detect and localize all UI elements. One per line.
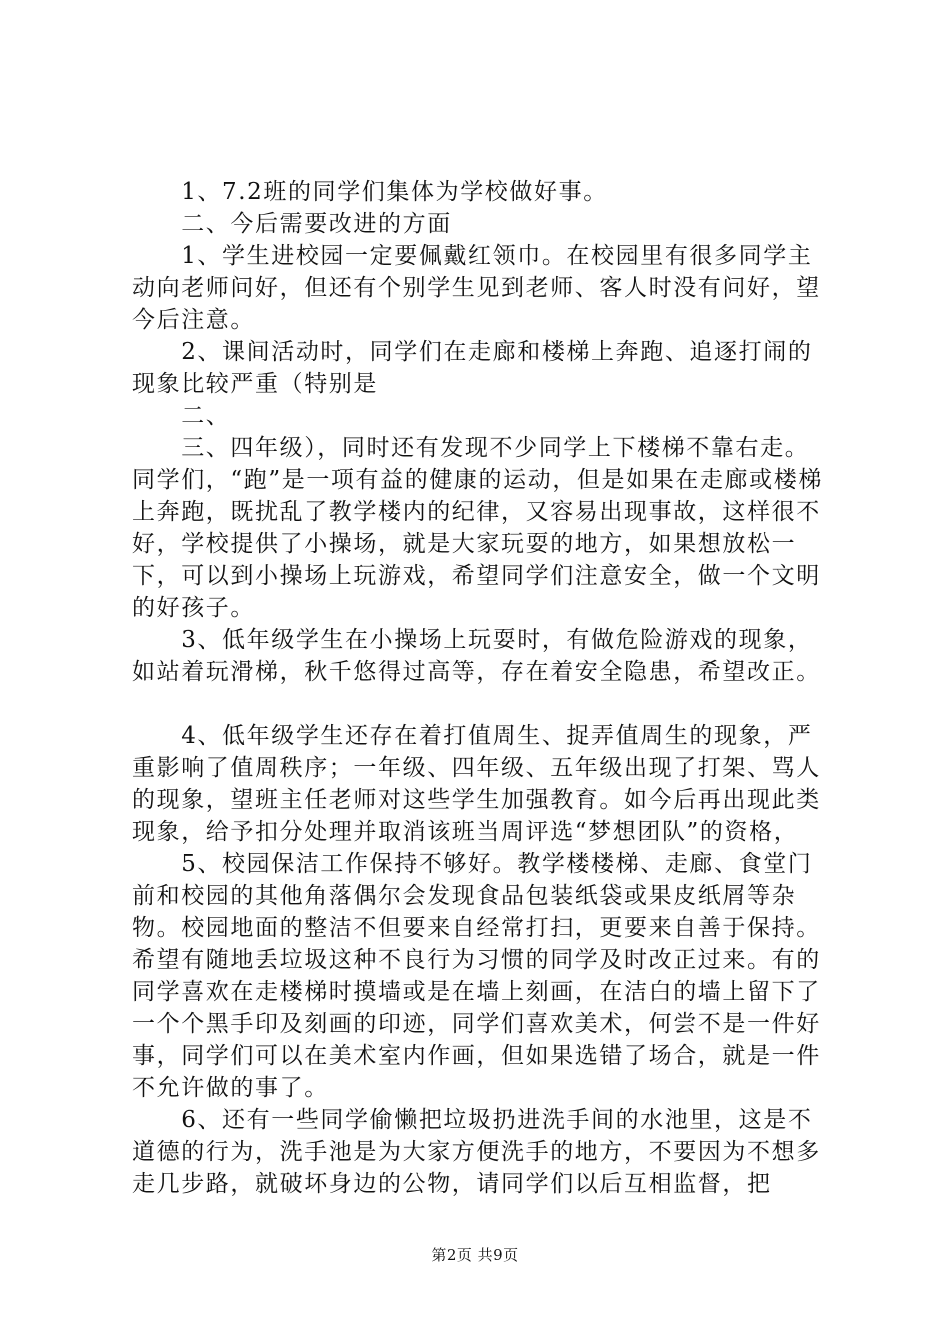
paragraph-duty-students: 4、低年级学生还存在着打值周生、捉弄值周生的现象，严重影响了值周秩序；一年级、四年级、五年级出现了打架、骂人的现象，望班主任老师对这些学生加强教育。如今后再出现此类现象，给予扣分处理并取消该班当周评选“梦想团队”的资格， <box>132 723 821 845</box>
paragraph-grade-three-four: 三、四年级），同时还有发现不少同学上下楼梯不靠右走。同学们，“跑”是一项有益的健康的运动，但是如果在走廊或楼梯上奔跑，既扰乱了教学楼内的纪律，又容易出现事故，这样很不好，学校提供了小操场，就是大家玩耍的地方，如果想放松一下，可以到小操场上玩游戏，希望同学们注意安全，做一个文明的好孩子。 <box>132 435 823 621</box>
page-number-footer: 第2页 共9页 <box>431 1246 519 1264</box>
paragraph-fragment-two: 二、 <box>132 403 231 429</box>
section-heading-improvements: 二、今后需要改进的方面 <box>132 211 452 237</box>
paragraph-good-deed: 1、7.2班的同学们集体为学校做好事。 <box>132 179 608 205</box>
paragraph-red-scarf: 1、学生进校园一定要佩戴红领巾。在校园里有很多同学主动向老师问好，但还有个别学生见到老师、客人时没有问好，望今后注意。 <box>132 243 821 333</box>
paragraph-sink-litter: 6、还有一些同学偷懒把垃圾扔进洗手间的水池里，这是不道德的行为，洗手池是为大家方便洗手的地方，不要因为不想多走几步路，就破坏身边的公物，请同学们以后互相监督，把 <box>132 1107 821 1197</box>
paragraph-dangerous-games: 3、低年级学生在小操场上玩耍时，有做危险游戏的现象，如站着玩滑梯，秋千悠得过高等，存在着安全隐患，希望改正。 <box>132 627 821 685</box>
paragraph-running-corridor: 2、课间活动时，同学们在走廊和楼梯上奔跑、追逐打闹的现象比较严重（特别是 <box>132 339 813 397</box>
document-body <box>132 176 832 1200</box>
paragraph-cleaning: 5、校园保洁工作保持不够好。教学楼楼梯、走廊、食堂门前和校园的其他角落偶尔会发现食品包装纸袋或果皮纸屑等杂物。校园地面的整洁不但要来自经常打扫，更要来自善于保持。希望有随地丢垃圾这种不良行为习惯的同学及时改正过来。有的同学喜欢在走楼梯时摸墙或是在墙上刻画，在洁白的墙上留下了一个个黑手印及刻画的印迹，同学们喜欢美术，何尝不是一件好事，同学们可以在美术室内作画，但如果选错了场合，就是一件不允许做的事了。 <box>132 851 821 1101</box>
